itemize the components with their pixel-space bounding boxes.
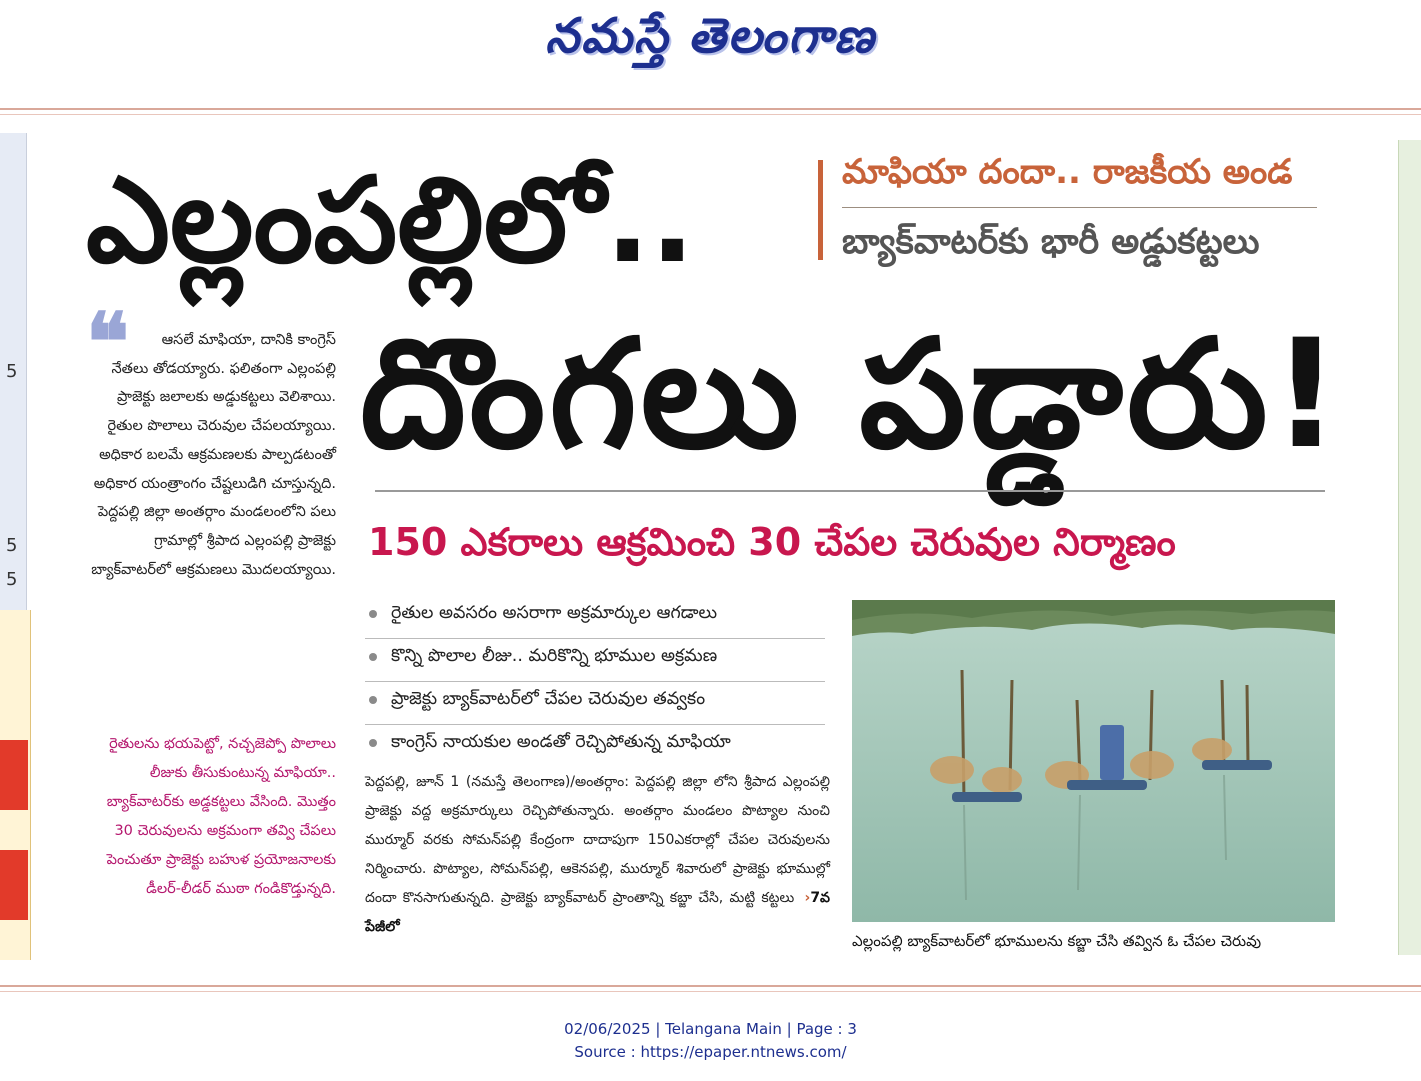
bottom-rule-thin	[0, 991, 1421, 992]
highlight-paragraph: రైతులను భయపెట్టో, నచ్చజెప్పో పొలాలు లీజుకు తీసుకుంటున్న మాఫియా.. బ్యాక్‌వాటర్‌కు అడ్డకట్టలు వేసింది. మొత్తం 30 చెరువులను అక్రమంగా తవ్వి చేపలు పెంచుతూ ప్రాజెక్టు బహుళ ప్రయోజనాలకు డీలర్-లీడర్ ముఠా గండికొడ్తున్నది.	[106, 736, 336, 897]
bullet-icon	[369, 653, 377, 661]
left-edge-ad	[0, 610, 31, 960]
source-link[interactable]: Source : https://epaper.ntnews.com/	[574, 1043, 847, 1061]
headline-line-1: ఎల్లంపల్లిలో..	[86, 151, 695, 289]
right-page-edge	[1398, 140, 1421, 955]
intro-paragraph	[86, 326, 336, 584]
story-photo	[852, 600, 1335, 922]
top-rule-thin	[0, 114, 1421, 115]
edge-fragment: 5	[6, 361, 18, 382]
bullet-item: కొన్ని పొలాల లీజు.. మరికొన్ని భూముల అక్రమణ	[365, 641, 825, 682]
story-text: పెద్దపల్లి, జూన్ 1 (నమస్తే తెలంగాణ)/అంతర్గాం: పెద్దపల్లి జిల్లా లోని శ్రీపాద ఎల్లంపల్లి ప్రాజెక్టు వద్ద అక్రమార్కులు రెచ్చిపోతున్నారు. అంతర్గాం మండలం పొట్యాల నుంచి ముర్మూర్ వరకు సోమన్‌పల్లి కేంద్రంగా దాదాపుగా 150ఎకరాల్లో చేపల చెరువులను నిర్మించారు. పొట్యాల, సోమన్‌పల్లి, ఆకెనపల్లి, ముర్మూర్ శివారులో ప్రాజెక్టు భూముల్లో దందా కొనసాగుతున్నది. ప్రాజెక్టు బ్యాక్‌వాటర్ ప్రాంతాన్ని కబ్జా చేసి, మట్టి కట్టలు	[365, 774, 830, 906]
bullet-icon	[369, 610, 377, 618]
photo-caption: ఎల్లంపల్లి బ్యాక్‌వాటర్‌లో భూములను కబ్జా చేసి తవ్విన ఓ చేపల చెరువు	[852, 932, 1262, 950]
bullet-list	[365, 598, 825, 769]
kicker-accent-bar	[818, 160, 823, 260]
edge-fragment: 5	[6, 535, 18, 556]
ad-block	[0, 740, 28, 810]
kicker-line-2: బ్యాక్‌వాటర్‌కు భారీ అడ్డుకట్టలు	[842, 222, 1260, 262]
intro-text: ఆసలే మాఫియా, దానికి కాంగ్రెస్ నేతలు తోడయ్యారు. ఫలితంగా ఎల్లంపల్లి ప్రాజెక్టు జలాలకు అడ్డుకట్టలు వెలిశాయి. రైతుల పొలాలు చెరువుల చేపలయ్యాయి. అధికార బలమే ఆక్రమణలకు పాల్పడటంతో అధికార యంత్రాంగం చేష్టలుడిగి చూస్తున్నది. పెద్దపల్లి జిల్లా అంతర్గాం మండలంలోని పలు గ్రామాల్లో శ్రీపాద ఎల్లంపల్లి ప్రాజెక్టు బ్యాక్‌వాటర్‌లో ఆక్రమణలు మొదలయ్యాయి.	[91, 332, 336, 578]
bullet-item: రైతుల అవసరం అసరాగా అక్రమార్కుల ఆగడాలు	[365, 598, 825, 639]
story-body	[365, 768, 830, 942]
page-footer	[0, 1018, 1421, 1064]
subheadline: 150 ఎకరాలు ఆక్రమించి 30 చేపల చెరువుల నిర్మాణం	[368, 520, 1176, 564]
bottom-rule	[0, 985, 1421, 987]
masthead	[0, 0, 1421, 100]
continued-on-page[interactable]: ›7వ పేజీలో	[365, 890, 831, 935]
quote-icon: ❝	[86, 295, 130, 389]
newspaper-title: నమస్తే తెలంగాణ	[545, 8, 876, 64]
fish-pond-photo	[852, 600, 1335, 922]
headline-line-2: దొంగలు పడ్డారు!	[360, 308, 1345, 482]
bullet-item: ప్రాజెక్టు బ్యాక్‌వాటర్‌లో చేపల చెరువుల తవ్వకం	[365, 684, 825, 725]
kicker-divider	[842, 207, 1317, 208]
bullet-icon	[369, 739, 377, 747]
edition-info: 02/06/2025 | Telangana Main | Page : 3	[564, 1020, 857, 1038]
kicker-line-1: మాఫియా దందా.. రాజకీయ అండ	[842, 152, 1293, 192]
bullet-item: కాంగ్రెస్ నాయకుల అండతో రెచ్చిపోతున్న మాఫియా	[365, 727, 825, 767]
top-rule	[0, 108, 1421, 110]
edge-fragment: 5	[6, 569, 18, 590]
headline-divider	[375, 490, 1325, 492]
bullet-icon	[369, 696, 377, 704]
ad-block	[0, 850, 28, 920]
